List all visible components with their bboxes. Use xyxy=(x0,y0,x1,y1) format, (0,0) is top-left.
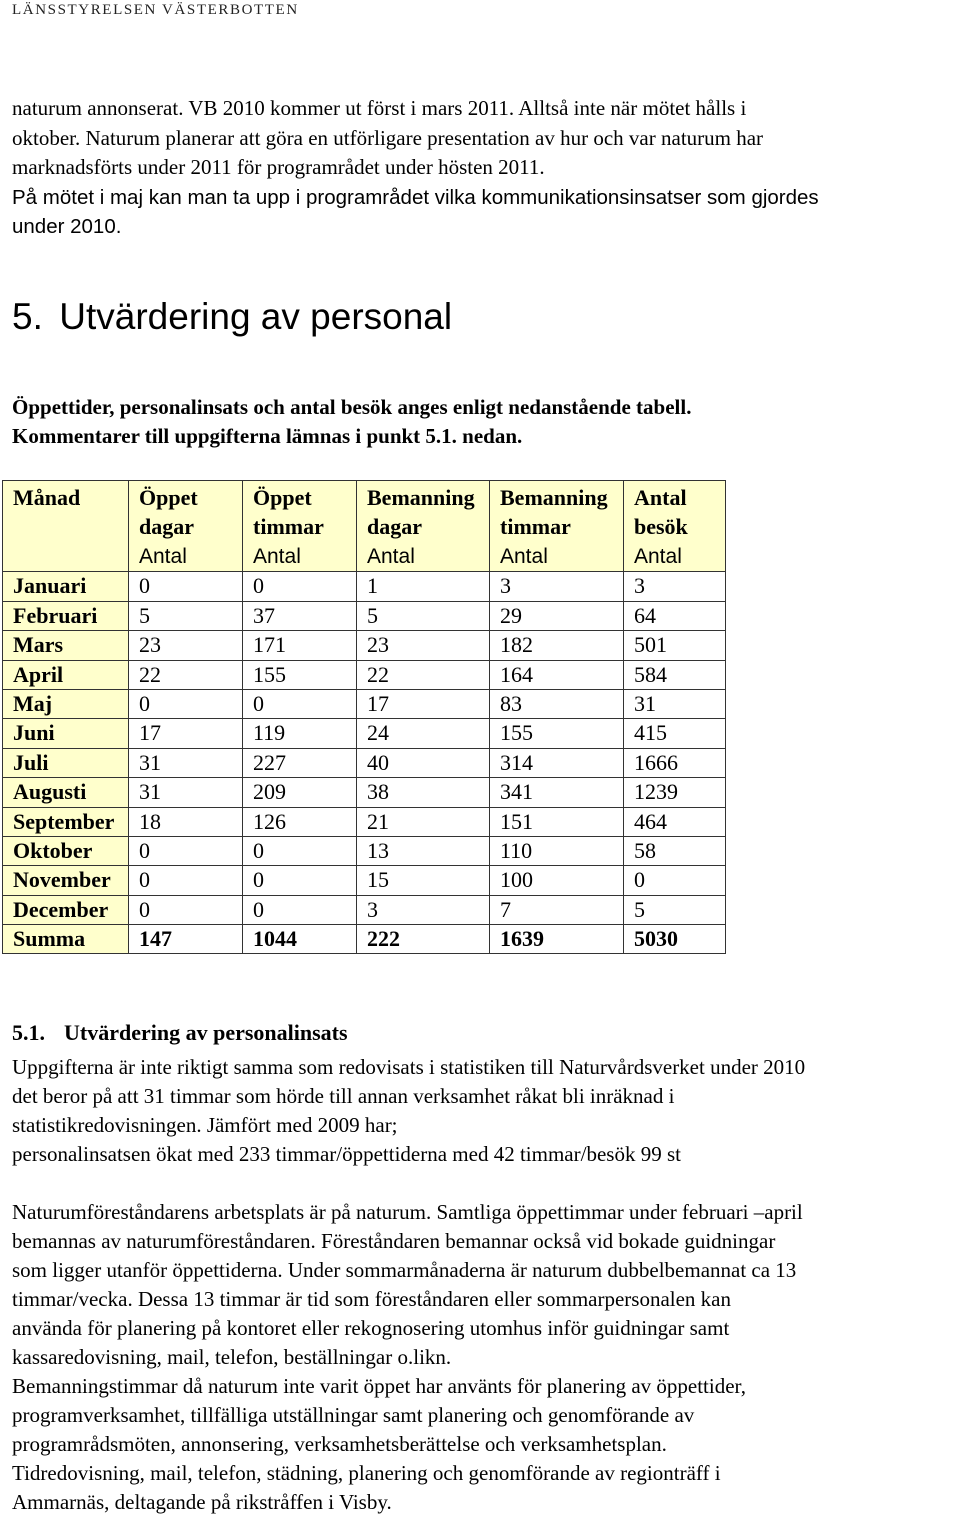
value-cell: 341 xyxy=(490,778,624,807)
value-cell: 314 xyxy=(490,748,624,777)
month-cell: Juli xyxy=(3,748,129,777)
table-row xyxy=(3,778,726,807)
month-cell: December xyxy=(3,895,129,924)
value-cell: 5030 xyxy=(624,925,726,954)
value-cell: 5 xyxy=(624,895,726,924)
column-header-staff-hours: Bemanning timmar xyxy=(490,481,624,544)
value-cell: 126 xyxy=(243,807,357,836)
value-cell: 584 xyxy=(624,660,726,689)
unit-cell: Antal xyxy=(490,543,624,572)
section-title: Utvärdering av personal xyxy=(59,296,453,337)
intro-line: oktober. Naturum planerar att göra en utförligare presentation av hur och var naturum har xyxy=(12,125,764,150)
paragraph-line: programrådsmöten, annonsering, verksamhetsberättelse och verksamhetsplan. xyxy=(12,1432,667,1456)
value-cell: 0 xyxy=(129,895,243,924)
intro-line: På mötet i maj kan man ta upp i programrådet vilka kommunikationsinsatser som gjordes xyxy=(12,185,819,209)
value-cell: 31 xyxy=(624,689,726,718)
value-cell: 155 xyxy=(490,719,624,748)
column-header-staff-days: Bemanning dagar xyxy=(357,481,490,544)
value-cell: 415 xyxy=(624,719,726,748)
table-row xyxy=(3,748,726,777)
value-cell: 3 xyxy=(357,895,490,924)
value-cell: 5 xyxy=(357,601,490,630)
staffing-table xyxy=(2,480,726,954)
value-cell: 24 xyxy=(357,719,490,748)
paragraph-line: programverksamhet, tillfälliga utställningar samt planering och genomförande av xyxy=(12,1403,695,1427)
value-cell: 13 xyxy=(357,836,490,865)
value-cell: 29 xyxy=(490,601,624,630)
value-cell: 164 xyxy=(490,660,624,689)
paragraph-line: Naturumföreståndarens arbetsplats är på naturum. Samtliga öppettimmar under februari –april xyxy=(12,1200,803,1224)
value-cell: 23 xyxy=(357,631,490,660)
month-cell: Maj xyxy=(3,689,129,718)
value-cell: 7 xyxy=(490,895,624,924)
value-cell: 17 xyxy=(357,689,490,718)
paragraph-line: det beror på att 31 timmar som hörde till annan verksamhet råkat bli inräknad i xyxy=(12,1084,675,1108)
value-cell: 0 xyxy=(129,866,243,895)
value-cell: 64 xyxy=(624,601,726,630)
unit-cell: Antal xyxy=(624,543,726,572)
column-header-open-hours: Öppet timmar xyxy=(243,481,357,544)
value-cell: 100 xyxy=(490,866,624,895)
month-cell: Mars xyxy=(3,631,129,660)
value-cell: 110 xyxy=(490,836,624,865)
intro-line: marknadsförts under 2011 för programrådet under hösten 2011. xyxy=(12,155,545,180)
value-cell: 1 xyxy=(357,572,490,601)
table-header-row xyxy=(3,481,726,544)
value-cell: 0 xyxy=(624,866,726,895)
table-row xyxy=(3,719,726,748)
column-header-month: Månad xyxy=(3,481,129,544)
value-cell: 227 xyxy=(243,748,357,777)
month-cell: Juni xyxy=(3,719,129,748)
value-cell: 501 xyxy=(624,631,726,660)
paragraph-line: statistikredovisningen. Jämfört med 2009 har; xyxy=(12,1113,398,1137)
value-cell: 17 xyxy=(129,719,243,748)
paragraph-line: kassaredovisning, mail, telefon, beställningar o.likn. xyxy=(12,1345,452,1369)
unit-cell: Antal xyxy=(243,543,357,572)
unit-cell: Antal xyxy=(129,543,243,572)
value-cell: 23 xyxy=(129,631,243,660)
value-cell: 0 xyxy=(243,866,357,895)
paragraph-line: timmar/vecka. Dessa 13 timmar är tid som föreståndaren eller sommarpersonalen kan xyxy=(12,1287,732,1311)
paragraph-line: personalinsatsen ökat med 233 timmar/öppettiderna med 42 timmar/besök 99 st xyxy=(12,1142,681,1166)
unit-cell: Antal xyxy=(357,543,490,572)
month-cell: Summa xyxy=(3,925,129,954)
value-cell: 37 xyxy=(243,601,357,630)
table-row xyxy=(3,660,726,689)
value-cell: 222 xyxy=(357,925,490,954)
value-cell: 0 xyxy=(243,689,357,718)
value-cell: 21 xyxy=(357,807,490,836)
month-cell: September xyxy=(3,807,129,836)
value-cell: 0 xyxy=(243,836,357,865)
value-cell: 0 xyxy=(243,895,357,924)
value-cell: 209 xyxy=(243,778,357,807)
value-cell: 31 xyxy=(129,748,243,777)
value-cell: 0 xyxy=(129,836,243,865)
value-cell: 0 xyxy=(129,689,243,718)
value-cell: 151 xyxy=(490,807,624,836)
subsection-number: 5.1. xyxy=(12,1020,45,1045)
evaluation-paragraph xyxy=(12,1053,960,1169)
paragraph-line: Uppgifterna är inte riktigt samma som redovisats i statistiken till Naturvårdsverket under 2010 xyxy=(12,1055,806,1079)
table-row xyxy=(3,895,726,924)
paragraph-line: Bemanningstimmar då naturum inte varit öppet har använts för planering av öppettider, xyxy=(12,1374,746,1398)
lead-paragraph xyxy=(12,393,952,451)
unit-cell-blank xyxy=(3,543,129,572)
value-cell: 1239 xyxy=(624,778,726,807)
value-cell: 38 xyxy=(357,778,490,807)
intro-line: under 2010. xyxy=(12,215,122,239)
value-cell: 0 xyxy=(243,572,357,601)
table-total-row xyxy=(3,925,726,954)
lead-line: Kommentarer till uppgifterna lämnas i punkt 5.1. nedan. xyxy=(12,424,523,448)
paragraph-line: Tidredovisning, mail, telefon, städning, planering och genomförande av regionträff i xyxy=(12,1461,721,1485)
section-number: 5. xyxy=(12,296,43,337)
value-cell: 464 xyxy=(624,807,726,836)
table-row xyxy=(3,689,726,718)
paragraph-line: som ligger utanför öppettiderna. Under sommarmånaderna är naturum dubbelbemannat ca 13 xyxy=(12,1258,797,1282)
value-cell: 1044 xyxy=(243,925,357,954)
lead-line: Öppettider, personalinsats och antal besök anges enligt nedanstående tabell. xyxy=(12,395,692,419)
subsection-heading xyxy=(12,1018,348,1048)
month-cell: Januari xyxy=(3,572,129,601)
table-unit-row xyxy=(3,543,726,572)
value-cell: 1666 xyxy=(624,748,726,777)
intro-paragraph xyxy=(12,94,942,242)
table-row xyxy=(3,836,726,865)
value-cell: 5 xyxy=(129,601,243,630)
month-cell: Oktober xyxy=(3,836,129,865)
paragraph-line: använda för planering på kontoret eller rekognosering utomhus inför guidningar samt xyxy=(12,1316,730,1340)
value-cell: 22 xyxy=(357,660,490,689)
value-cell: 18 xyxy=(129,807,243,836)
table-row xyxy=(3,572,726,601)
column-header-open-days: Öppet dagar xyxy=(129,481,243,544)
month-cell: Augusti xyxy=(3,778,129,807)
intro-line: naturum annonserat. VB 2010 kommer ut först i mars 2011. Alltså inte när mötet hålls i xyxy=(12,96,747,120)
staffing-paragraph xyxy=(12,1198,960,1517)
value-cell: 182 xyxy=(490,631,624,660)
value-cell: 40 xyxy=(357,748,490,777)
value-cell: 31 xyxy=(129,778,243,807)
table-row xyxy=(3,866,726,895)
value-cell: 15 xyxy=(357,866,490,895)
value-cell: 58 xyxy=(624,836,726,865)
page-header: LÄNSSTYRELSEN VÄSTERBOTTEN xyxy=(12,2,299,18)
value-cell: 1639 xyxy=(490,925,624,954)
month-cell: April xyxy=(3,660,129,689)
value-cell: 119 xyxy=(243,719,357,748)
table-row xyxy=(3,807,726,836)
table-row xyxy=(3,631,726,660)
month-cell: November xyxy=(3,866,129,895)
table-body xyxy=(3,572,726,954)
subsection-title: Utvärdering av personalinsats xyxy=(64,1020,348,1045)
value-cell: 3 xyxy=(624,572,726,601)
value-cell: 22 xyxy=(129,660,243,689)
value-cell: 0 xyxy=(129,572,243,601)
value-cell: 147 xyxy=(129,925,243,954)
value-cell: 171 xyxy=(243,631,357,660)
month-cell: Februari xyxy=(3,601,129,630)
value-cell: 155 xyxy=(243,660,357,689)
column-header-visits: Antal besök xyxy=(624,481,726,544)
section-heading xyxy=(12,294,452,340)
value-cell: 3 xyxy=(490,572,624,601)
value-cell: 83 xyxy=(490,689,624,718)
paragraph-line: Ammarnäs, deltagande på rikstråffen i Visby. xyxy=(12,1490,392,1514)
paragraph-line: bemannas av naturumföreståndaren. Föreståndaren bemannar också vid bokade guidningar xyxy=(12,1229,776,1253)
table-row xyxy=(3,601,726,630)
